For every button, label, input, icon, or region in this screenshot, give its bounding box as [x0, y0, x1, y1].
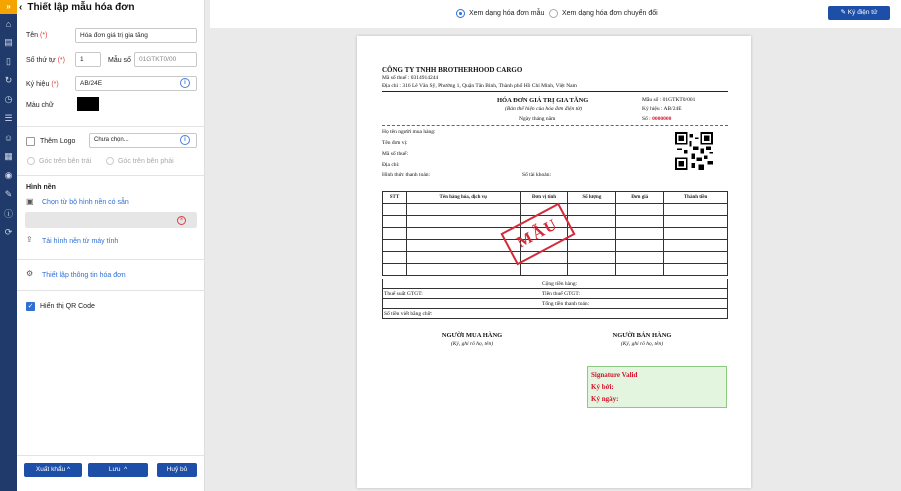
expand-rail-button[interactable]: » [0, 0, 17, 14]
divider [17, 290, 205, 291]
divider [17, 175, 205, 176]
home-icon[interactable]: ⌂ [5, 18, 12, 29]
buyer-name: Họ tên người mua hàng: [382, 129, 436, 135]
signed-by: Ký bởi: [591, 383, 614, 391]
company-tax-code: Mã số thuế : 0314914244 [382, 75, 439, 81]
total-label: Tổng tiền thanh toán: [542, 301, 590, 307]
divider [17, 455, 205, 456]
sample-stamp: MẪU [500, 203, 575, 266]
order-input[interactable]: 1 [75, 52, 101, 67]
header-dashed-rule [382, 125, 728, 126]
symbol-info-icon[interactable]: i [180, 78, 190, 88]
sync-icon[interactable]: ⟳ [4, 227, 13, 237]
export-button[interactable]: Xuất khẩu ^ [24, 463, 82, 477]
invoice-date: Ngày tháng năm [519, 116, 556, 122]
table-row [383, 252, 728, 264]
bank-account: Số tài khoản: [522, 172, 552, 178]
subtotal-label: Cộng tiền hàng: [542, 281, 578, 287]
payment-method: Hình thức thanh toán: [382, 172, 431, 178]
refresh-icon[interactable]: ↻ [4, 75, 13, 85]
logo-label: Thêm Logo [40, 138, 76, 145]
template-no-label: Mẫu số [108, 57, 131, 64]
in-words-label: Số tiền viết bằng chữ: [384, 311, 433, 317]
app-sidebar [0, 0, 17, 491]
users-icon[interactable]: ☺ [3, 132, 14, 143]
signed-date: Ký ngày: [591, 395, 619, 403]
symbol-label: Ký hiệu (*) [26, 81, 59, 88]
signature-valid: Signature Valid [591, 371, 638, 379]
file-icon[interactable]: ▯ [6, 56, 11, 66]
qr-checkbox[interactable]: ✓ [27, 303, 34, 310]
background-field[interactable] [25, 212, 197, 228]
gear-icon: ⚙ [26, 269, 34, 278]
buyer-signature-title: NGƯỜI MUA HÀNG [441, 332, 503, 339]
invoice-number: Số : 0000000 [642, 116, 672, 122]
name-label: Tên (*) [26, 32, 48, 39]
edit-icon[interactable]: ✎ [4, 189, 13, 199]
col-unit-price: Đơn giá [616, 192, 664, 204]
logo-pos-left-label: Góc trên bên trái [39, 158, 92, 165]
header-rule [382, 91, 728, 92]
order-label: Số thứ tự (*) [26, 57, 65, 64]
view-converted-label[interactable]: Xem dạng hóa đơn chuyển đổi [562, 10, 658, 17]
panel-header [19, 2, 134, 13]
logo-pos-left-radio[interactable] [27, 157, 35, 165]
template-no-input[interactable]: 01GTKT0/00 [134, 52, 197, 67]
symbol-input[interactable]: AB/24E [75, 76, 197, 91]
seller-signature-title: NGƯỜI BÁN HÀNG [612, 332, 672, 339]
view-converted-radio[interactable] [549, 9, 558, 18]
col-stt: STT [383, 192, 407, 204]
vat-amount-label: Tiền thuế GTGT: [542, 291, 581, 297]
info-icon[interactable]: ⓘ [3, 209, 13, 219]
history-icon[interactable]: ◷ [4, 94, 13, 104]
back-icon[interactable]: ‹ [19, 2, 23, 13]
settings-panel [17, 0, 205, 491]
buyer-address: Địa chỉ: [382, 162, 400, 168]
signature-box [587, 366, 727, 408]
invoice-symbol: Ký hiệu : AB/24E [642, 106, 682, 112]
col-amount: Thành tiền [664, 192, 728, 204]
save-button[interactable]: Lưu ^ [88, 463, 148, 477]
buyer-signature-note: (Ký, ghi rõ họ, tên) [450, 341, 494, 347]
image-icon: ▣ [26, 197, 34, 206]
background-title: Hình nền [26, 184, 56, 191]
company-address: Địa chỉ : 316 Lê Văn Sỹ, Phường 1, Quận Tân Bình, Thành phố Hồ Chí Minh, Việt Nam [382, 83, 577, 89]
invoice-preview [357, 36, 751, 488]
logo-pos-right-label: Góc trên bên phải [118, 158, 174, 165]
text-color-swatch[interactable] [77, 97, 99, 111]
invoice-subtitle: (Bản thể hiện của hóa đơn điện tử) [505, 106, 582, 112]
logo-select[interactable]: Chưa chọn... [89, 133, 197, 148]
invoice-template-no: Mẫu số : 01GTKT0/001 [642, 97, 696, 103]
invoice-title: HÓA ĐƠN GIÁ TRỊ GIA TĂNG [497, 97, 589, 104]
logo-info-icon[interactable]: i [180, 135, 190, 145]
col-quantity: Số lượng [568, 192, 616, 204]
logo-checkbox[interactable] [26, 137, 35, 146]
divider [17, 126, 205, 127]
account-icon[interactable]: ◉ [4, 170, 13, 180]
upload-icon: ⇪ [26, 235, 33, 244]
panel-title: Thiết lập mẫu hóa đơn [27, 2, 135, 13]
report-icon[interactable]: ▦ [4, 151, 13, 161]
name-input[interactable]: Hóa đơn giá trị gia tăng [75, 28, 197, 43]
document-icon[interactable]: ▤ [4, 37, 13, 47]
clear-background-icon[interactable]: × [177, 216, 186, 225]
in-words-row [382, 309, 728, 319]
buyer-tax: Mã số thuế: [382, 151, 408, 157]
seller-signature-note: (Ký, ghi rõ họ, tên) [620, 341, 664, 347]
color-label: Màu chữ [26, 102, 54, 109]
col-unit: Đơn vị tính [520, 192, 568, 204]
view-sample-radio[interactable] [456, 9, 465, 18]
sort-icon[interactable]: ☰ [4, 113, 13, 123]
view-sample-label[interactable]: Xem dạng hóa đơn mẫu [469, 10, 545, 17]
logo-pos-right-radio[interactable] [106, 157, 114, 165]
cancel-button[interactable]: Huỷ bỏ [157, 463, 197, 477]
table-row [383, 264, 728, 276]
qr-label: Hiển thị QR Code [40, 303, 95, 310]
invoice-settings-link[interactable]: Thiết lập thông tin hóa đơn [42, 272, 126, 279]
col-item-name: Tên hàng hóa, dịch vụ [406, 192, 520, 204]
sign-button[interactable]: ✎ Ký điện tử [828, 6, 890, 20]
vat-rate-label: Thuế suất GTGT: [384, 291, 423, 297]
buyer-unit: Tên đơn vị: [382, 140, 408, 146]
qr-code [675, 132, 713, 170]
divider [17, 259, 205, 260]
upload-background-link[interactable]: Tải hình nền từ máy tính [42, 238, 119, 245]
choose-background-link[interactable]: Chọn từ bộ hình nền có sẵn [42, 199, 129, 206]
company-name: CÔNG TY TNHH BROTHERHOOD CARGO [382, 66, 523, 74]
